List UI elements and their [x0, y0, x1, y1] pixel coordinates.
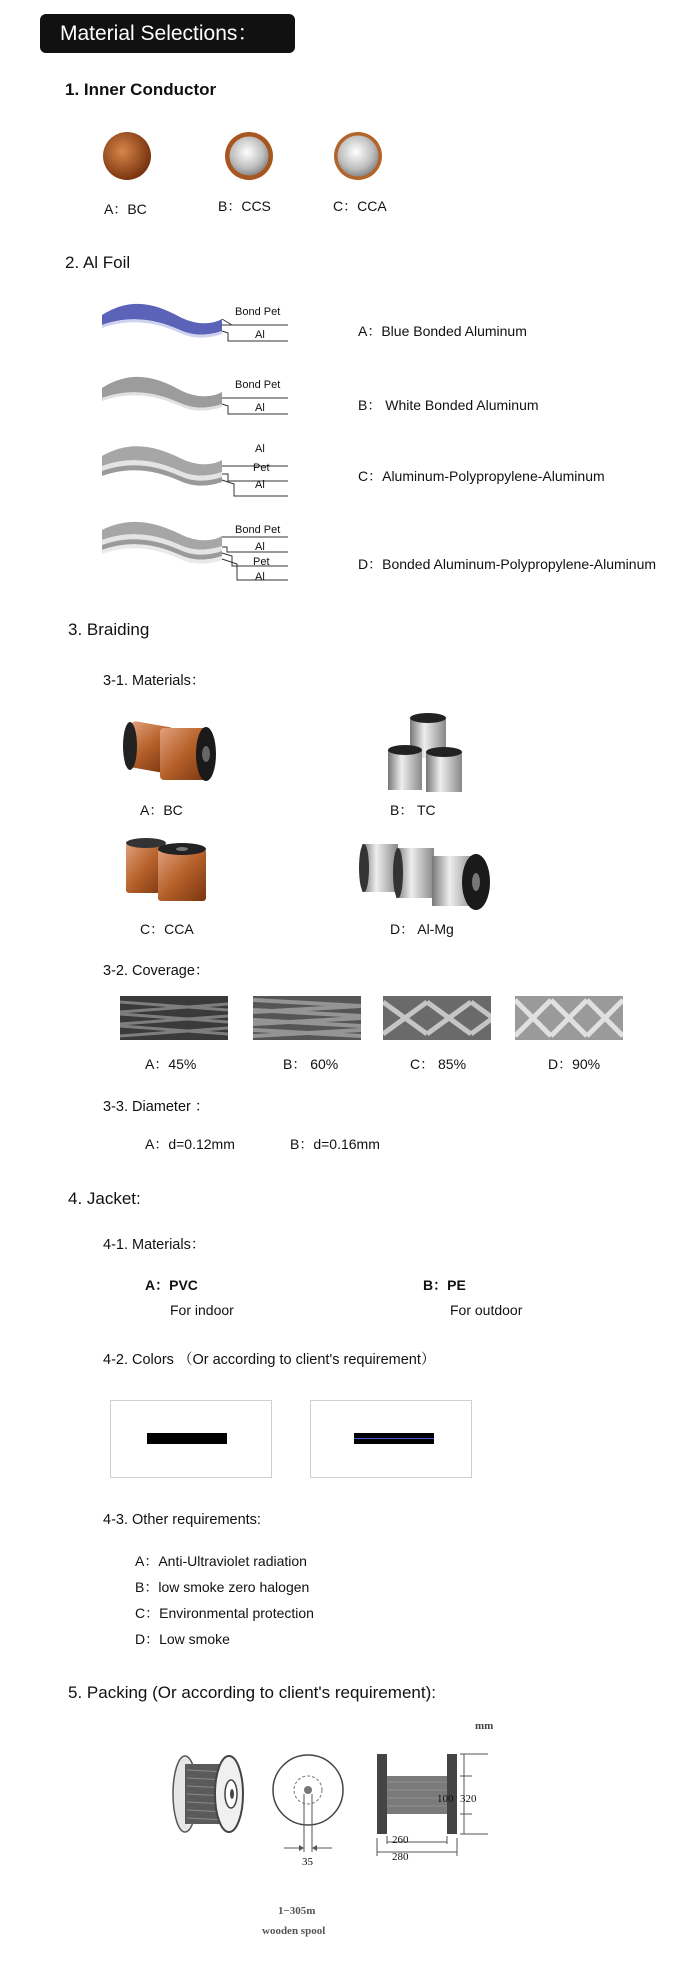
- foil-b-layer-2: Al: [255, 402, 265, 414]
- diameter-heading: 3-3. Diameter ：: [103, 1099, 210, 1115]
- inner-conductor-label-c: C：CCA: [333, 198, 387, 214]
- section-2-heading: 2. Al Foil: [65, 253, 131, 272]
- coverage-label-c: C： 85%: [410, 1056, 467, 1072]
- foil-b-layer-1: Bond Pet: [235, 379, 281, 391]
- other-req-c: C：Environmental protection: [135, 1605, 314, 1621]
- jacket-material-a-note: For indoor: [170, 1302, 234, 1318]
- jacket-material-b-note: For outdoor: [450, 1302, 523, 1318]
- coverage-85-image: [383, 996, 491, 1040]
- dim-height-inner: 100: [437, 1793, 454, 1805]
- jacket-material-a: A：PVC: [145, 1277, 198, 1293]
- foil-a-layer-1: Bond Pet: [235, 306, 281, 318]
- jacket-colors-heading: 4-2. Colors （Or according to client's requirement）: [103, 1352, 436, 1368]
- braid-material-label-a: A：BC: [140, 802, 183, 818]
- spool-length-caption: 1−305m: [278, 1905, 316, 1917]
- foil-a-layer-2: Al: [255, 329, 265, 341]
- other-req-b: B：low smoke zero halogen: [135, 1579, 310, 1595]
- foil-c-label: C：Aluminum-Polypropylene-Aluminum: [358, 468, 605, 484]
- coverage-90-image: [515, 996, 623, 1040]
- section-3-heading: 3. Braiding: [68, 620, 150, 639]
- foil-d-layer-2: Al: [255, 541, 265, 553]
- coverage-45-image: [120, 996, 228, 1040]
- spool-type-caption: wooden spool: [262, 1925, 326, 1937]
- inner-conductor-label-a: A：BC: [104, 201, 147, 217]
- braid-materials-heading: 3-1. Materials：: [103, 673, 206, 689]
- cca-spools-image: [122, 835, 212, 905]
- braid-material-label-d: D： Al-Mg: [390, 921, 454, 937]
- wooden-spool-side-view: [372, 1752, 497, 1857]
- coverage-label-b: B： 60%: [283, 1056, 339, 1072]
- diameter-a: A：d=0.12mm: [145, 1136, 235, 1152]
- foil-a-label: A：Blue Bonded Aluminum: [358, 323, 527, 339]
- page-title: Material Selections：: [40, 14, 295, 53]
- dim-width-inner: 260: [392, 1834, 409, 1846]
- inner-conductor-label-b: B：CCS: [218, 198, 271, 214]
- al-mg-spools-image: [358, 838, 494, 913]
- color-swatch-black-blue-stripe: [310, 1400, 472, 1478]
- diameter-b: B：d=0.16mm: [290, 1136, 380, 1152]
- other-req-d: D：Low smoke: [135, 1631, 230, 1647]
- other-requirements-heading: 4-3. Other requirements:: [103, 1512, 261, 1528]
- color-swatch-black: [110, 1400, 272, 1478]
- braid-material-label-b: B： TC: [390, 802, 436, 818]
- inner-conductor-images: [95, 128, 435, 184]
- wooden-spool-perspective-image: [165, 1750, 255, 1840]
- jacket-material-b: B：PE: [423, 1277, 466, 1293]
- wooden-spool-front-view: [270, 1752, 350, 1870]
- coverage-60-image: [253, 996, 361, 1040]
- foil-d-layer-3: Pet: [253, 556, 270, 568]
- coverage-label-d: D：90%: [548, 1056, 601, 1072]
- bc-wire-icon: [103, 132, 151, 180]
- braid-material-label-c: C：CCA: [140, 921, 194, 937]
- coverage-heading: 3-2. Coverage：: [103, 963, 210, 979]
- section-1-heading: 1. Inner Conductor: [65, 80, 217, 99]
- section-5-heading: 5. Packing (Or according to client's requirement):: [68, 1683, 436, 1702]
- foil-d-label: D：Bonded Aluminum-Polypropylene-Aluminum: [358, 556, 657, 572]
- tc-spools-image: [380, 712, 490, 796]
- foil-b-label: B： White Bonded Aluminum: [358, 397, 539, 413]
- dim-bore: 35: [302, 1856, 313, 1868]
- foil-c-layer-3: Al: [255, 479, 265, 491]
- dim-height-outer: 320: [460, 1793, 477, 1805]
- dim-width-outer: 280: [392, 1851, 409, 1863]
- coverage-label-a: A：45%: [145, 1056, 197, 1072]
- foil-d-layer-1: Bond Pet: [235, 524, 281, 536]
- foil-c-layer-2: Pet: [253, 462, 270, 474]
- unit-label: mm: [475, 1720, 494, 1732]
- foil-d-layer-4: Al: [255, 571, 265, 583]
- jacket-materials-heading: 4-1. Materials：: [103, 1237, 206, 1253]
- foil-c-layer-1: Al: [255, 443, 265, 455]
- section-4-heading: 4. Jacket:: [68, 1189, 141, 1208]
- bc-spools-image: [120, 710, 230, 790]
- other-req-a: A：Anti-Ultraviolet radiation: [135, 1553, 307, 1569]
